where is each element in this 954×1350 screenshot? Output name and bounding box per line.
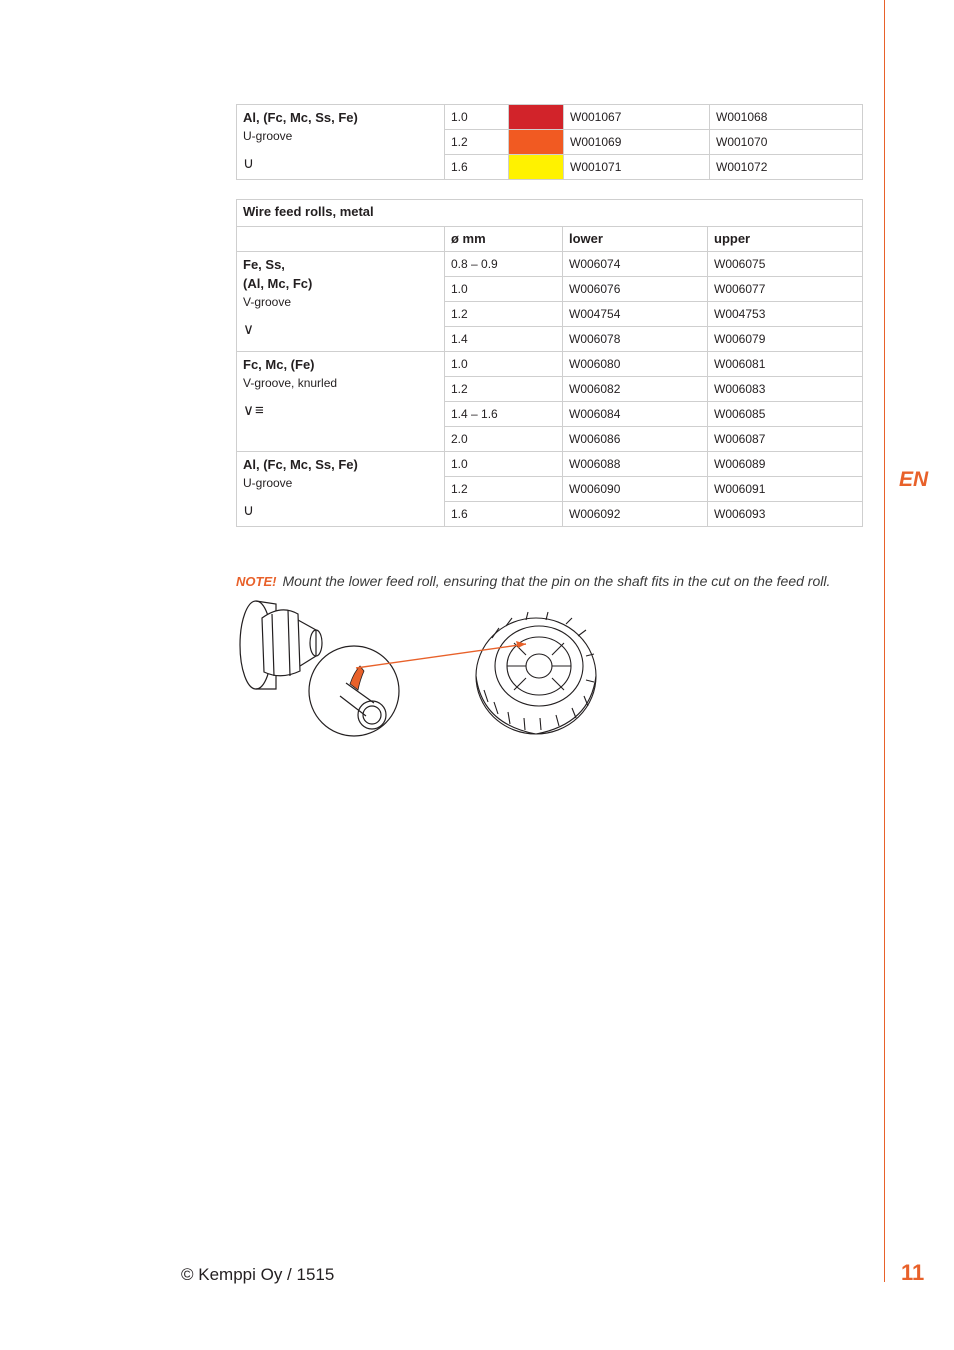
- diameter-cell: 2.0: [445, 427, 563, 452]
- upper-code-cell: W006077: [708, 277, 863, 302]
- lower-code-cell: W006074: [563, 252, 708, 277]
- upper-code-cell: W006085: [708, 402, 863, 427]
- upper-code-cell: W006087: [708, 427, 863, 452]
- language-tab: EN: [899, 468, 929, 491]
- color-swatch: [509, 155, 564, 180]
- lower-code-cell: W006076: [563, 277, 708, 302]
- group-groove: U-groove: [243, 129, 293, 143]
- diameter-cell: 1.0: [445, 352, 563, 377]
- metal-table-title: Wire feed rolls, metal: [237, 200, 863, 227]
- shaft-detail-circle: [309, 646, 399, 736]
- diameter-cell: 1.4: [445, 327, 563, 352]
- feed-roll-mounting-illustration: [236, 598, 616, 743]
- diameter-cell: 1.6: [445, 502, 563, 527]
- diameter-cell: 1.0: [445, 277, 563, 302]
- lower-code-cell: W006078: [563, 327, 708, 352]
- upper-code-cell: W006083: [708, 377, 863, 402]
- upper-code-cell: W006091: [708, 477, 863, 502]
- lower-code-cell: W001069: [564, 130, 710, 155]
- diameter-cell: 1.0: [445, 105, 509, 130]
- plastic-table-row: [237, 105, 863, 130]
- diameter-cell: 1.6: [445, 155, 509, 180]
- diameter-cell: 1.2: [445, 130, 509, 155]
- upper-code-cell: W006075: [708, 252, 863, 277]
- header-diameter: ø mm: [445, 227, 563, 252]
- plastic-group-cell: [237, 105, 445, 180]
- diameter-cell: 1.2: [445, 302, 563, 327]
- group-name: Fc, Mc, (Fe): [243, 357, 315, 372]
- page-number: 11: [901, 1260, 925, 1285]
- margin-divider-line: [884, 0, 885, 1282]
- u-groove-icon: ∪: [243, 502, 255, 519]
- upper-code-cell: W006081: [708, 352, 863, 377]
- u-groove-icon: ∪: [243, 155, 255, 172]
- group-groove: U-groove: [243, 476, 293, 490]
- diameter-cell: 1.2: [445, 377, 563, 402]
- upper-code-cell: W006089: [708, 452, 863, 477]
- metal-table-header-row: [237, 227, 863, 252]
- group-name: Al, (Fc, Mc, Ss, Fe): [243, 457, 358, 472]
- metal-table-row: [237, 252, 863, 277]
- metal-group-cell: [237, 352, 445, 452]
- metal-group-cell: [237, 452, 445, 527]
- lower-code-cell: W004754: [563, 302, 708, 327]
- v-groove-icon: ∨: [243, 321, 255, 338]
- upper-code-cell: W004753: [708, 302, 863, 327]
- note-label: NOTE!: [236, 574, 277, 589]
- color-swatch: [509, 105, 564, 130]
- diameter-cell: 0.8 – 0.9: [445, 252, 563, 277]
- header-blank: [237, 227, 445, 252]
- lower-code-cell: W006082: [563, 377, 708, 402]
- header-lower: lower: [563, 227, 708, 252]
- lower-code-cell: W001071: [564, 155, 710, 180]
- lower-code-cell: W001067: [564, 105, 710, 130]
- diameter-cell: 1.0: [445, 452, 563, 477]
- note-text: [236, 573, 830, 589]
- metal-table-row: [237, 452, 863, 477]
- lower-code-cell: W006080: [563, 352, 708, 377]
- metal-table-row: [237, 352, 863, 377]
- v-groove-knurled-icon: ∨≡: [243, 402, 265, 419]
- group-groove: V-groove: [243, 295, 292, 309]
- copyright-footer: © Kemppi Oy / 1515: [181, 1265, 335, 1284]
- color-swatch: [509, 130, 564, 155]
- upper-code-cell: W001072: [710, 155, 863, 180]
- group-groove: V-groove, knurled: [243, 376, 338, 390]
- feed-roll-gear-drawing: [476, 612, 596, 734]
- diameter-cell: 1.2: [445, 477, 563, 502]
- lower-code-cell: W006092: [563, 502, 708, 527]
- diameter-cell: 1.4 – 1.6: [445, 402, 563, 427]
- lower-code-cell: W006086: [563, 427, 708, 452]
- metal-group-cell: [237, 252, 445, 352]
- feed-roll-plastic-table: [236, 104, 863, 180]
- note-body: Mount the lower feed roll, ensuring that the pin on the shaft fits in the cut on the feed roll.: [282, 573, 831, 589]
- feed-roll-metal-table: [236, 199, 863, 527]
- group-name: Fe, Ss, (Al, Mc, Fc): [243, 257, 313, 291]
- upper-code-cell: W001070: [710, 130, 863, 155]
- upper-code-cell: W006079: [708, 327, 863, 352]
- lower-code-cell: W006088: [563, 452, 708, 477]
- upper-code-cell: W006093: [708, 502, 863, 527]
- header-upper: upper: [708, 227, 863, 252]
- upper-code-cell: W001068: [710, 105, 863, 130]
- shaft-drawing: [240, 601, 322, 689]
- lower-code-cell: W006090: [563, 477, 708, 502]
- lower-code-cell: W006084: [563, 402, 708, 427]
- group-name: Al, (Fc, Mc, Ss, Fe): [243, 110, 358, 125]
